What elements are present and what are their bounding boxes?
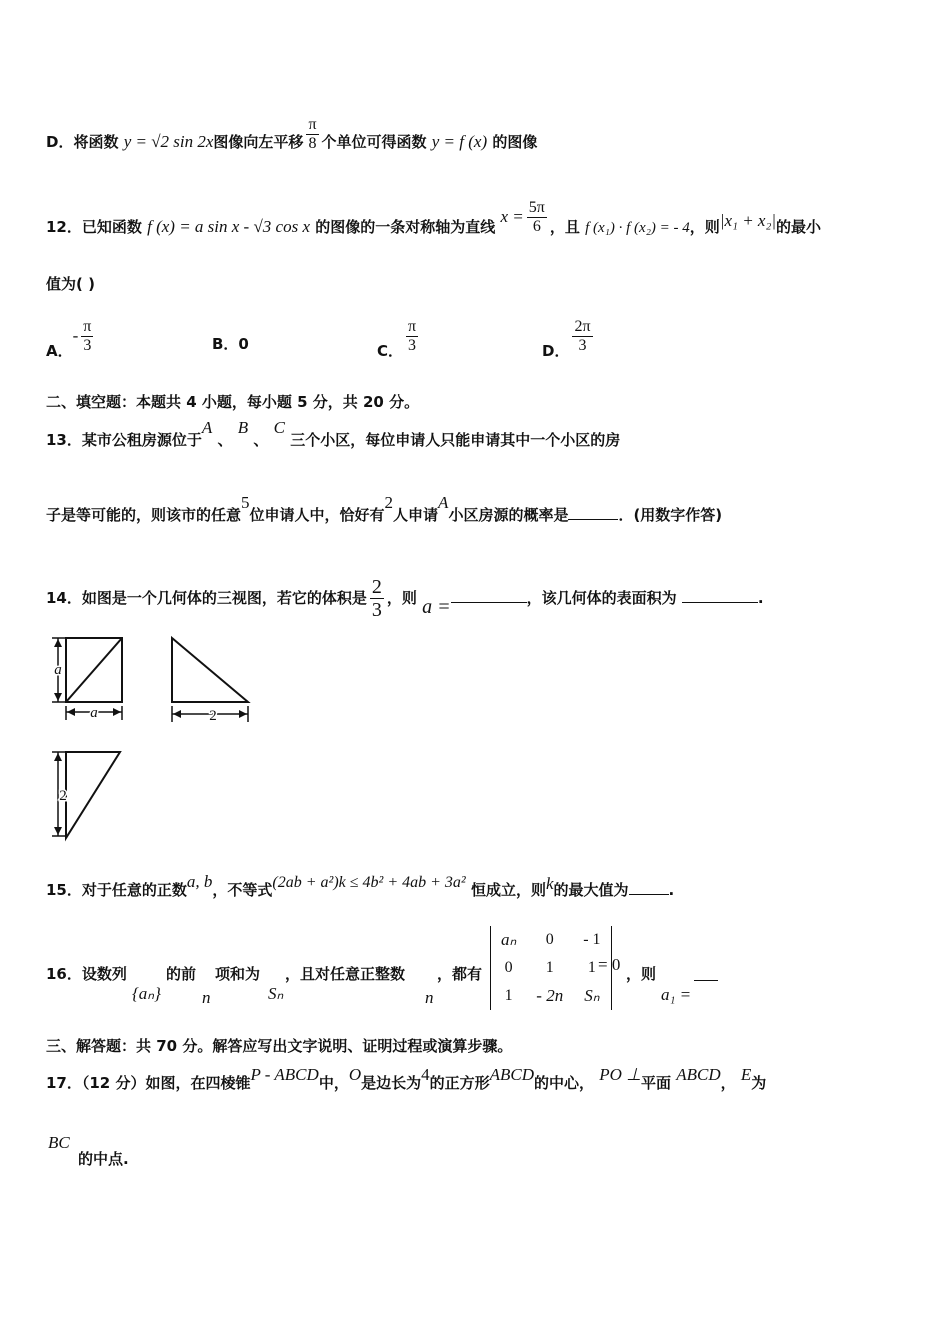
q11-option-d — [46, 116, 538, 161]
frac-num: 5π — [528, 199, 545, 216]
q12-option-b — [212, 333, 249, 354]
question-label: 15．对于任意的正数 — [46, 881, 187, 899]
option-label: D． — [542, 342, 570, 360]
text: 的中心， — [534, 1074, 595, 1092]
arrow-left-icon — [67, 708, 75, 716]
fraction — [406, 318, 418, 355]
dim-label-a-horizontal: a — [90, 705, 98, 721]
det-cell: 1 — [504, 987, 513, 1004]
frac-num: π — [308, 116, 317, 133]
dim-label-a-vertical: a — [54, 662, 62, 678]
answer-blank-area[interactable] — [682, 588, 758, 603]
math-func: y = √2 sin 2x — [123, 132, 214, 151]
fraction — [527, 199, 547, 236]
text: ，且 — [549, 218, 580, 236]
frac-den: 3 — [371, 599, 382, 621]
fraction — [306, 116, 318, 153]
fraction — [370, 576, 384, 621]
math-var: a = — [422, 596, 451, 618]
math-seq: {aₙ} — [132, 984, 161, 1003]
text: ，则 — [689, 218, 720, 236]
frac-den: 6 — [532, 218, 541, 235]
arrow-right-icon — [239, 710, 247, 718]
math-var: k — [545, 874, 554, 893]
math-cond: f (x₁) · f (x₂) = - 4 — [585, 220, 690, 236]
question-label: 14．如图是一个几何体的三视图，若它的体积是 — [46, 589, 367, 607]
math-var: ABCD — [676, 1065, 721, 1084]
q16-stem — [46, 964, 127, 984]
q12-stem-line2: 值为( ) — [46, 275, 95, 293]
q12-option-c — [377, 318, 421, 360]
answer-blank-a[interactable] — [451, 588, 527, 603]
det-cell: - 2n — [536, 986, 564, 1005]
question-label: 17．（12 分）如图，在四棱锥 — [46, 1074, 251, 1092]
text: ．(用数字作答) — [618, 506, 723, 524]
side-view-triangle — [172, 638, 248, 702]
det-row — [491, 982, 611, 1010]
determinant-grid — [491, 926, 611, 1010]
math-num: 5 — [241, 493, 250, 512]
frac-den: 8 — [308, 135, 317, 152]
math-var: A — [201, 418, 213, 437]
top-view-triangle — [66, 752, 120, 838]
section-heading-fill-in: 二、填空题：本题共 4 小题，每小题 5 分，共 20 分。 — [46, 393, 420, 411]
q15-stem — [46, 872, 675, 901]
frac-num: π — [83, 318, 92, 335]
math-var: B — [237, 418, 249, 437]
frac-den: 3 — [578, 337, 587, 354]
det-cell: Sₙ — [584, 986, 600, 1005]
det-cell: 0 — [545, 931, 554, 948]
frac-num: 2 — [371, 576, 382, 598]
math-pyramid: P - ABCD — [250, 1065, 319, 1084]
fraction — [81, 318, 93, 355]
arrow-right-icon — [113, 708, 121, 716]
text: 是边长为 — [361, 1074, 422, 1092]
text: ，都有 — [437, 965, 483, 983]
dim-label-2-horizontal: 2 — [209, 708, 217, 724]
text: ，且对任意正整数 — [285, 965, 406, 983]
q13-stem — [46, 418, 621, 450]
q14-stem — [46, 576, 764, 621]
math-num: 2 — [384, 493, 394, 512]
text: . — [757, 589, 764, 607]
text: 图像向左平移 — [213, 133, 304, 151]
math-func: f (x) = a sin x - √3 cos x — [147, 217, 311, 236]
text: ，不等式 — [212, 881, 273, 899]
q13-stem-line2 — [46, 493, 723, 525]
text: 恒成立，则 — [470, 881, 546, 899]
q12-option-d — [542, 318, 596, 360]
det-cell: - 1 — [583, 931, 601, 948]
math-num: 4 — [421, 1065, 430, 1084]
det-cell: 1 — [545, 959, 554, 976]
text: 的最大值为 — [553, 881, 629, 899]
math-var: a₁ = — [661, 985, 692, 1004]
text: 项和为 — [215, 965, 261, 983]
text: 的图像 — [492, 133, 538, 151]
q12-option-a — [46, 318, 96, 360]
answer-blank[interactable] — [568, 505, 618, 520]
frac-num: 2π — [574, 318, 591, 335]
math-perp: PO ⊥ — [599, 1065, 642, 1084]
det-row — [491, 926, 611, 954]
math-var: Sₙ — [268, 984, 284, 1003]
question-label: 12．已知函数 — [46, 218, 142, 236]
det-cell: aₙ — [501, 930, 517, 949]
math-var: ABCD — [489, 1065, 535, 1084]
math-axis: x = — [500, 207, 524, 226]
text: 个单位可得函数 — [321, 133, 427, 151]
frac-num: π — [408, 318, 417, 335]
math-var: n — [425, 988, 434, 1007]
text: ， — [720, 1074, 736, 1092]
det-row — [491, 954, 611, 982]
answer-blank[interactable] — [629, 880, 669, 895]
math-abs: |x₁ + x₂| — [719, 211, 777, 230]
section-heading-solutions: 三、解答题：共 70 分。解答应写出文字说明、证明过程或演算步骤。 — [46, 1037, 513, 1055]
text: 三个小区，每位申请人只能申请其中一个小区的房 — [290, 431, 621, 449]
math-func: y = f (x) — [431, 132, 488, 151]
text: 平面 — [641, 1074, 672, 1092]
text: 的图像的一条对称轴为直线 — [315, 218, 496, 236]
option-sign: - — [72, 326, 79, 345]
text: ，该几何体的表面积为 — [526, 589, 677, 607]
math-var: E — [740, 1065, 752, 1084]
question-label: 16．设数列 — [46, 965, 127, 983]
text: 的前 — [166, 965, 197, 983]
arrow-down-icon — [54, 693, 62, 701]
arrow-up-icon — [54, 753, 62, 761]
math-inequality: (2ab + a²)k ≤ 4b² + 4ab + 3a² — [272, 874, 466, 891]
option-d-label: D．将函数 — [46, 133, 119, 151]
arrow-left-icon — [173, 710, 181, 718]
det-cell: 1 — [587, 959, 596, 976]
text: 的最小 — [776, 218, 822, 236]
determinant — [490, 926, 612, 1010]
option-label: B．0 — [212, 335, 249, 353]
front-view-diagonal — [66, 638, 122, 702]
math-var: n — [202, 988, 211, 1007]
text: . — [668, 881, 675, 899]
q17-stem — [46, 1065, 767, 1093]
arrow-up-icon — [54, 639, 62, 647]
math-var: C — [273, 418, 285, 437]
text: 人申请 — [393, 506, 439, 524]
math-var: BC — [48, 1133, 70, 1152]
text: 为 — [751, 1074, 767, 1092]
text: 子是等可能的，则该市的任意 — [46, 506, 242, 524]
math-var: A — [438, 493, 449, 512]
option-label: A． — [46, 342, 73, 360]
text: 中， — [318, 1074, 349, 1092]
text: ，则 — [626, 965, 657, 983]
question-label: 13．某市公租房源位于 — [46, 431, 202, 449]
math-var: O — [348, 1065, 362, 1084]
text: 的中点. — [78, 1150, 129, 1168]
text: ，则 — [386, 589, 417, 607]
text: 的正方形 — [429, 1074, 490, 1092]
text: 小区房源的概率是 — [448, 506, 569, 524]
fraction — [572, 318, 592, 355]
dim-label-2-vertical: 2 — [59, 788, 67, 804]
text: 、 — [217, 431, 233, 449]
math-vars: a, b — [186, 872, 213, 891]
option-label: C． — [377, 342, 404, 360]
frac-den: 3 — [83, 337, 92, 354]
math-eq: = 0 — [598, 955, 621, 974]
det-cell: 0 — [504, 959, 513, 976]
arrow-down-icon — [54, 827, 62, 835]
text: 位申请人中，恰好有 — [249, 506, 385, 524]
three-view-figure — [44, 632, 264, 842]
frac-den: 3 — [408, 337, 417, 354]
text: 、 — [253, 431, 269, 449]
answer-blank[interactable] — [694, 966, 718, 981]
